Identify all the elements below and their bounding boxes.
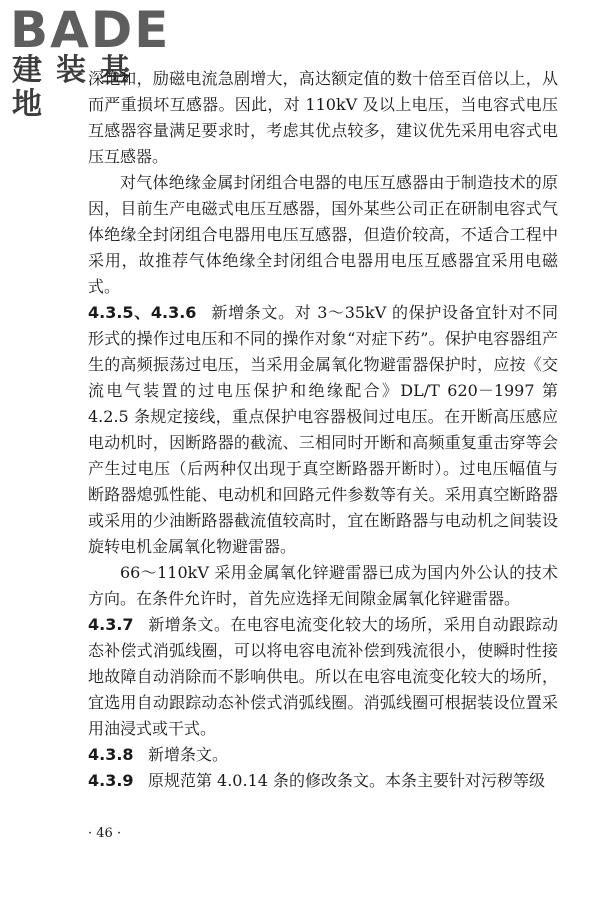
clause-number: 4.3.8 (88, 745, 134, 764)
clause-number: 4.3.9 (88, 771, 134, 790)
clause-number: 4.3.5、4.3.6 (88, 303, 197, 322)
clause-number: 4.3.7 (88, 615, 134, 634)
clause-text: 原规范第 4.0.14 条的修改条文。本条主要针对污秽等级 (147, 771, 546, 790)
clause-text: 新增条文。在电容电流变化较大的场所，采用自动跟踪动态补偿式消弧线圈，可以将电容电流补偿到残流很小，使瞬时性接地故障自动消除而不影响供电。所以在电容电流变化较大的场所，宜选用自动跟踪动态补偿式消弧线圈。消弧线圈可根据装设位置采用油浸式或干式。 (88, 615, 558, 738)
page-number: · 46 · (88, 826, 122, 841)
clause-4-3-8 (88, 742, 558, 768)
clause-4-3-5-4-3-6 (88, 300, 558, 560)
paragraph-continued: 深饱和，励磁电流急剧增大，高达额定值的数十倍至百倍以上，从而严重损坏互感器。因此，对 110kV 及以上电压，当电容式电压互感器容量满足要求时，考虑其优点较多，建议优先采用电容式电压互感器。 (88, 69, 558, 166)
clause-text: 新增条文。 (147, 745, 228, 764)
paragraph-gis-voltage-transformer: 对气体绝缘金属封闭组合电器的电压互感器由于制造技术的原因，目前生产电磁式电压互感器，国外某些公司正在研制电容式气体绝缘全封闭组合电器用电压互感器，但造价较高，不适合工程中采用，故推荐气体绝缘全封闭组合电器用电压互感器宜采用电磁式。 (88, 173, 558, 296)
document-body (88, 66, 558, 794)
paragraph-arrester: 66～110kV 采用金属氧化锌避雷器已成为国内外公认的技术方向。在条件允许时，首先应选择无间隙金属氧化锌避雷器。 (88, 563, 558, 608)
watermark-latin: BADE (10, 1, 171, 59)
clause-text: 新增条文。对 3～35kV 的保护设备宜针对不同形式的操作过电压和不同的操作对象“对症下药”。保护电容器组产生的高频振荡过电压，当采用金属氧化物避雷器保护时，应按《交流电气装置的过电压保护和绝缘配合》DL/T 620－1997 第 4.2.5 条规定接线，重点保护电容器极间过电压。在开断高压感应电动机时，因断路器的截流、三相同时开断和高频重复重击穿等会产生过电压（后两种仅出现于真空断路器开断时）。过电压幅值与断路器熄弧性能、电动机和回路元件参数等有关。采用真空断路器或采用的少油断路器截流值较高时，宜在断路器与电动机之间装设旋转电机金属氧化物避雷器。 (88, 303, 558, 556)
clause-4-3-9 (88, 768, 558, 794)
clause-4-3-7 (88, 612, 558, 742)
watermark-cjk: 建装基地 (12, 53, 144, 122)
